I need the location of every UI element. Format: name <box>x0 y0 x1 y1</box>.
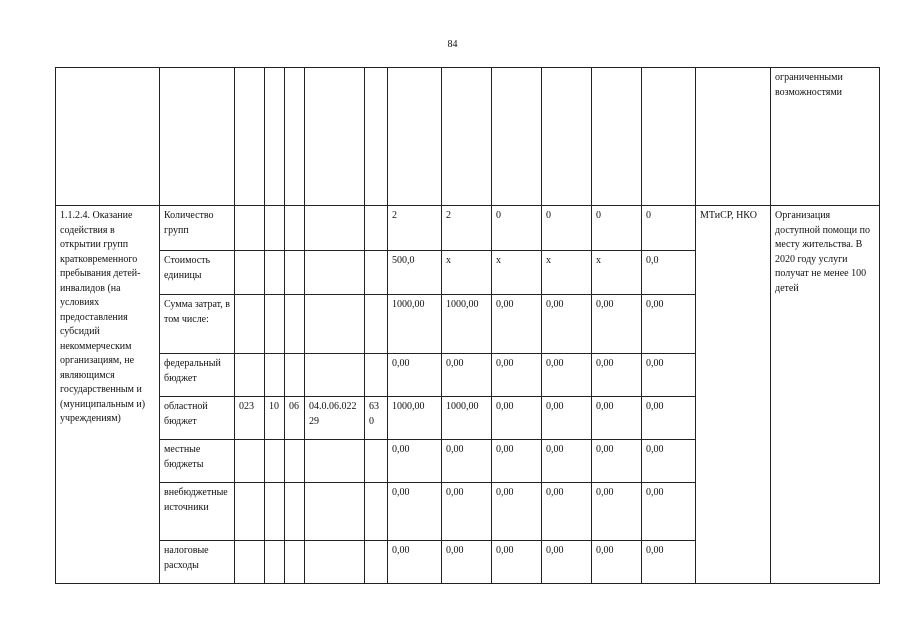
value-cell: 0,00 <box>642 440 696 483</box>
value-cell: 0 <box>492 206 542 251</box>
value-cell: 500,0 <box>388 251 442 295</box>
value-cell: 0,00 <box>642 397 696 440</box>
value-cell: x <box>542 251 592 295</box>
value-cell: 0,00 <box>542 397 592 440</box>
value-cell: 0 <box>592 206 642 251</box>
value-cell: 0,00 <box>442 354 492 397</box>
value-cell: 0,00 <box>388 440 442 483</box>
row-label: Количество групп <box>160 206 235 251</box>
value-cell: 0,0 <box>642 251 696 295</box>
row-label: налоговые расходы <box>160 541 235 584</box>
value-cell: 0,00 <box>592 541 642 584</box>
vr-code: 630 <box>365 397 388 440</box>
value-cell: 0,00 <box>592 354 642 397</box>
value-cell: 1000,00 <box>388 397 442 440</box>
value-cell: 0,00 <box>542 440 592 483</box>
value-cell: 0,00 <box>442 483 492 541</box>
value-cell: 0,00 <box>642 354 696 397</box>
value-cell: 0,00 <box>492 483 542 541</box>
value-cell: 0,00 <box>442 440 492 483</box>
continued-note: ограниченными возможностями <box>771 68 880 206</box>
value-cell: 0,00 <box>642 541 696 584</box>
value-cell: 2 <box>442 206 492 251</box>
expected-result: Организация доступной помощи по месту жительства. В 2020 году услуги получат не менее 100 детей <box>771 206 880 584</box>
value-cell: x <box>442 251 492 295</box>
value-cell: 0,00 <box>542 354 592 397</box>
value-cell: 1000,00 <box>442 295 492 354</box>
grbs-code: 023 <box>235 397 265 440</box>
page-number: 84 <box>447 39 458 50</box>
row-label: внебюджетные источники <box>160 483 235 541</box>
value-cell: 2 <box>388 206 442 251</box>
value-cell: 0,00 <box>642 295 696 354</box>
budget-table <box>55 67 880 584</box>
value-cell: 0,00 <box>442 541 492 584</box>
value-cell: 0,00 <box>388 541 442 584</box>
pr-code: 06 <box>285 397 305 440</box>
row-label: областной бюджет <box>160 397 235 440</box>
value-cell: 0,00 <box>592 440 642 483</box>
value-cell: 0,00 <box>388 354 442 397</box>
value-cell: 0,00 <box>542 541 592 584</box>
value-cell: 0,00 <box>642 483 696 541</box>
value-cell: 0,00 <box>388 483 442 541</box>
value-cell: 0,00 <box>542 483 592 541</box>
value-cell: x <box>492 251 542 295</box>
value-cell: 0,00 <box>492 295 542 354</box>
row-label: Стоимость единицы <box>160 251 235 295</box>
row-label: местные бюджеты <box>160 440 235 483</box>
value-cell: 0,00 <box>592 397 642 440</box>
value-cell: 0,00 <box>592 483 642 541</box>
value-cell: 0,00 <box>492 354 542 397</box>
row-label: федеральный бюджет <box>160 354 235 397</box>
value-cell: 0,00 <box>492 541 542 584</box>
rz-code: 10 <box>265 397 285 440</box>
value-cell: 0 <box>642 206 696 251</box>
value-cell: 0,00 <box>492 397 542 440</box>
table-row <box>56 206 880 251</box>
csr-code: 04.0.06.02229 <box>305 397 365 440</box>
table-row-continued <box>56 68 880 206</box>
executor: МТиСР, НКО <box>696 206 771 584</box>
value-cell: 0,00 <box>492 440 542 483</box>
value-cell: 0,00 <box>592 295 642 354</box>
row-label: Сумма затрат, в том числе: <box>160 295 235 354</box>
measure-name: 1.1.2.4. Оказание содействия в открытии групп кратковременного пребывания детей-инвалидов (на условиях предоставления субсидий некоммерческим организациям, не являющимся государственным и (муниципальным и) учреждениям) <box>56 206 160 584</box>
value-cell: 0 <box>542 206 592 251</box>
value-cell: 1000,00 <box>442 397 492 440</box>
value-cell: x <box>592 251 642 295</box>
value-cell: 1000,00 <box>388 295 442 354</box>
value-cell: 0,00 <box>542 295 592 354</box>
